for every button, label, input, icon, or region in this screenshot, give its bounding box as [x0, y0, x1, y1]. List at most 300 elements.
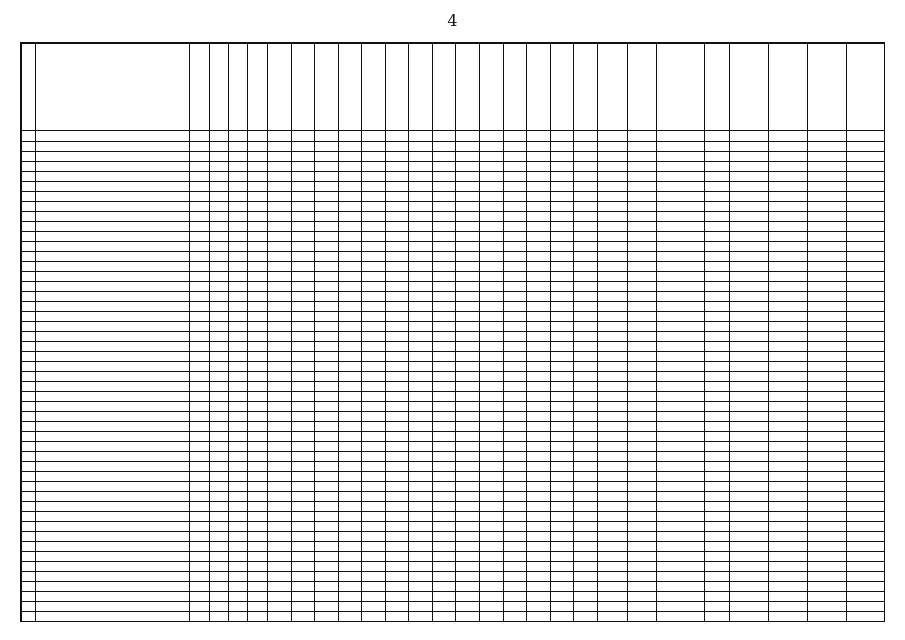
- header-cell: [730, 44, 769, 131]
- table-cell: [657, 352, 705, 362]
- cell-placeholder: [36, 362, 189, 371]
- cell-placeholder: [598, 562, 627, 571]
- cell-placeholder: [574, 402, 597, 411]
- cell-placeholder: [504, 392, 527, 401]
- table-cell: [550, 472, 574, 482]
- table-cell: [229, 522, 248, 532]
- table-cell: [527, 532, 551, 542]
- table-cell: [229, 622, 248, 623]
- table-cell: [248, 202, 267, 212]
- table-cell: [409, 302, 433, 312]
- table-cell: [36, 292, 190, 302]
- cell-placeholder: [229, 562, 247, 571]
- table-cell: [768, 522, 807, 532]
- table-cell: [574, 442, 598, 452]
- cell-placeholder: [657, 462, 704, 471]
- cell-placeholder: [315, 542, 338, 551]
- table-cell: [315, 612, 339, 622]
- cell-placeholder: [527, 212, 550, 221]
- table-cell: [248, 222, 267, 232]
- cell-placeholder: [386, 592, 409, 601]
- cell-placeholder: [409, 362, 432, 371]
- cell-placeholder: [315, 422, 338, 431]
- table-cell: [480, 552, 504, 562]
- cell-placeholder: [847, 282, 885, 291]
- table-cell: [480, 392, 504, 402]
- table-cell: [22, 502, 36, 512]
- cell-placeholder: [210, 172, 228, 181]
- table-cell: [503, 572, 527, 582]
- cell-placeholder: [769, 152, 807, 161]
- table-cell: [503, 192, 527, 202]
- table-cell: [409, 422, 433, 432]
- table-row: [22, 392, 886, 402]
- cell-placeholder: [229, 282, 247, 291]
- cell-placeholder: [598, 382, 627, 391]
- table-cell: [705, 482, 730, 492]
- index-cell: [807, 131, 846, 142]
- table-cell: [807, 372, 846, 382]
- table-cell: [480, 332, 504, 342]
- table-cell: [209, 492, 228, 502]
- table-cell: [456, 332, 480, 342]
- cell-placeholder: [769, 312, 807, 321]
- cell-placeholder: [657, 252, 704, 261]
- table-cell: [36, 452, 190, 462]
- cell-placeholder: [268, 172, 291, 181]
- table-cell: [480, 282, 504, 292]
- cell-placeholder: [598, 352, 627, 361]
- table-row: [22, 182, 886, 192]
- table-cell: [657, 572, 705, 582]
- register-table-sheet: [20, 42, 885, 622]
- table-cell: [768, 402, 807, 412]
- cell-placeholder: [433, 492, 456, 501]
- cell-placeholder: [456, 582, 479, 591]
- cell-placeholder: [769, 282, 807, 291]
- cell-placeholder: [574, 602, 597, 611]
- cell-placeholder: [705, 282, 729, 291]
- cell-placeholder: [847, 272, 885, 281]
- cell-placeholder: [433, 402, 456, 411]
- table-cell: [315, 532, 339, 542]
- table-cell: [22, 562, 36, 572]
- table-cell: [209, 602, 228, 612]
- cell-placeholder: [409, 232, 432, 241]
- cell-placeholder: [730, 272, 768, 281]
- cell-placeholder: [628, 352, 657, 361]
- cell-placeholder: [248, 562, 266, 571]
- cell-placeholder: [22, 222, 35, 231]
- table-cell: [503, 502, 527, 512]
- cell-placeholder: [847, 522, 885, 531]
- cell-placeholder: [527, 302, 550, 311]
- table-cell: [229, 362, 248, 372]
- table-cell: [22, 342, 36, 352]
- cell-placeholder: [847, 472, 885, 481]
- cell-placeholder: [705, 232, 729, 241]
- table-cell: [657, 152, 705, 162]
- table-cell: [550, 162, 574, 172]
- cell-placeholder: [657, 242, 704, 251]
- cell-placeholder: [248, 302, 266, 311]
- cell-placeholder: [504, 562, 527, 571]
- table-cell: [409, 242, 433, 252]
- cell-placeholder: [409, 482, 432, 491]
- cell-placeholder: [504, 372, 527, 381]
- cell-placeholder: [598, 302, 627, 311]
- table-cell: [705, 162, 730, 172]
- cell-placeholder: [504, 162, 527, 171]
- cell-placeholder: [769, 192, 807, 201]
- cell-placeholder: [229, 322, 247, 331]
- table-cell: [597, 472, 627, 482]
- cell-placeholder: [574, 612, 597, 621]
- cell-placeholder: [598, 472, 627, 481]
- table-cell: [248, 362, 267, 372]
- cell-placeholder: [657, 412, 704, 421]
- table-cell: [362, 492, 386, 502]
- table-cell: [248, 432, 267, 442]
- table-cell: [409, 352, 433, 362]
- table-cell: [503, 472, 527, 482]
- table-cell: [248, 402, 267, 412]
- cell-placeholder: [847, 592, 885, 601]
- cell-placeholder: [409, 532, 432, 541]
- cell-placeholder: [229, 502, 247, 511]
- cell-placeholder: [705, 572, 729, 581]
- cell-placeholder: [22, 292, 35, 301]
- table-cell: [409, 432, 433, 442]
- table-cell: [315, 312, 339, 322]
- table-cell: [846, 582, 885, 592]
- table-cell: [503, 542, 527, 552]
- table-cell: [22, 282, 36, 292]
- table-cell: [503, 202, 527, 212]
- cell-placeholder: [362, 172, 385, 181]
- table-cell: [22, 452, 36, 462]
- table-cell: [730, 172, 769, 182]
- table-cell: [527, 182, 551, 192]
- cell-placeholder: [36, 322, 189, 331]
- cell-placeholder: [730, 482, 768, 491]
- table-cell: [36, 372, 190, 382]
- table-cell: [730, 162, 769, 172]
- cell-placeholder: [36, 482, 189, 491]
- table-cell: [315, 602, 339, 612]
- cell-placeholder: [362, 152, 385, 161]
- table-cell: [705, 512, 730, 522]
- cell-placeholder: [705, 272, 729, 281]
- cell-placeholder: [433, 602, 456, 611]
- cell-placeholder: [705, 152, 729, 161]
- table-cell: [267, 592, 291, 602]
- table-cell: [338, 562, 362, 572]
- cell-placeholder: [386, 242, 409, 251]
- table-cell: [267, 152, 291, 162]
- cell-placeholder: [657, 592, 704, 601]
- table-cell: [574, 472, 598, 482]
- cell-placeholder: [248, 602, 266, 611]
- table-cell: [315, 352, 339, 362]
- table-cell: [807, 442, 846, 452]
- table-cell: [432, 352, 456, 362]
- cell-placeholder: [574, 362, 597, 371]
- cell-placeholder: [598, 542, 627, 551]
- table-cell: [574, 272, 598, 282]
- header-cell: [22, 44, 36, 131]
- table-cell: [768, 312, 807, 322]
- cell-placeholder: [339, 382, 362, 391]
- table-cell: [22, 222, 36, 232]
- table-cell: [362, 602, 386, 612]
- cell-placeholder: [292, 452, 315, 461]
- cell-placeholder: [480, 322, 503, 331]
- table-cell: [22, 412, 36, 422]
- cell-placeholder: [456, 482, 479, 491]
- table-cell: [730, 612, 769, 622]
- table-cell: [362, 322, 386, 332]
- table-cell: [190, 472, 209, 482]
- cell-placeholder: [628, 142, 657, 151]
- table-cell: [657, 292, 705, 302]
- cell-placeholder: [527, 592, 550, 601]
- table-cell: [36, 302, 190, 312]
- cell-placeholder: [551, 302, 574, 311]
- cell-placeholder: [504, 512, 527, 521]
- cell-placeholder: [598, 412, 627, 421]
- table-cell: [807, 232, 846, 242]
- cell-placeholder: [268, 242, 291, 251]
- table-cell: [503, 442, 527, 452]
- cell-placeholder: [362, 592, 385, 601]
- cell-placeholder: [705, 542, 729, 551]
- cell-placeholder: [315, 222, 338, 231]
- table-cell: [730, 152, 769, 162]
- table-cell: [597, 262, 627, 272]
- cell-placeholder: [22, 422, 35, 431]
- table-cell: [527, 232, 551, 242]
- table-cell: [730, 462, 769, 472]
- cell-placeholder: [433, 262, 456, 271]
- table-cell: [550, 152, 574, 162]
- cell-placeholder: [598, 342, 627, 351]
- cell-placeholder: [362, 352, 385, 361]
- table-cell: [503, 482, 527, 492]
- table-cell: [432, 192, 456, 202]
- cell-placeholder: [409, 412, 432, 421]
- table-cell: [291, 552, 315, 562]
- cell-placeholder: [268, 182, 291, 191]
- header-cell: [705, 44, 730, 131]
- table-cell: [267, 462, 291, 472]
- table-cell: [657, 432, 705, 442]
- cell-placeholder: [574, 442, 597, 451]
- table-row: [22, 472, 886, 482]
- cell-placeholder: [527, 242, 550, 251]
- cell-placeholder: [808, 212, 846, 221]
- table-cell: [315, 562, 339, 572]
- cell-placeholder: [551, 452, 574, 461]
- cell-placeholder: [480, 582, 503, 591]
- cell-placeholder: [808, 512, 846, 521]
- cell-placeholder: [574, 492, 597, 501]
- cell-placeholder: [527, 272, 550, 281]
- cell-placeholder: [847, 152, 885, 161]
- cell-placeholder: [847, 322, 885, 331]
- cell-placeholder: [339, 282, 362, 291]
- table-cell: [846, 572, 885, 582]
- table-cell: [597, 212, 627, 222]
- cell-placeholder: [22, 142, 35, 151]
- cell-placeholder: [22, 482, 35, 491]
- table-cell: [291, 532, 315, 542]
- table-cell: [315, 502, 339, 512]
- table-cell: [705, 292, 730, 302]
- table-cell: [503, 382, 527, 392]
- table-cell: [338, 522, 362, 532]
- table-cell: [315, 142, 339, 152]
- cell-placeholder: [657, 362, 704, 371]
- cell-placeholder: [339, 192, 362, 201]
- table-cell: [480, 522, 504, 532]
- table-cell: [627, 422, 657, 432]
- table-cell: [574, 532, 598, 542]
- cell-placeholder: [705, 382, 729, 391]
- table-cell: [36, 462, 190, 472]
- table-cell: [209, 472, 228, 482]
- table-cell: [315, 212, 339, 222]
- cell-placeholder: [248, 462, 266, 471]
- cell-placeholder: [315, 602, 338, 611]
- cell-placeholder: [362, 422, 385, 431]
- table-cell: [229, 322, 248, 332]
- table-cell: [190, 352, 209, 362]
- cell-placeholder: [456, 232, 479, 241]
- cell-placeholder: [504, 152, 527, 161]
- table-cell: [480, 262, 504, 272]
- cell-placeholder: [456, 352, 479, 361]
- table-cell: [432, 382, 456, 392]
- table-cell: [229, 212, 248, 222]
- cell-placeholder: [628, 552, 657, 561]
- cell-placeholder: [386, 552, 409, 561]
- table-row: [22, 142, 886, 152]
- table-cell: [248, 392, 267, 402]
- table-row: [22, 502, 886, 512]
- table-cell: [807, 622, 846, 623]
- table-cell: [456, 402, 480, 412]
- table-cell: [503, 522, 527, 532]
- cell-placeholder: [480, 602, 503, 611]
- cell-placeholder: [268, 482, 291, 491]
- cell-placeholder: [229, 312, 247, 321]
- cell-placeholder: [210, 602, 228, 611]
- cell-placeholder: [22, 382, 35, 391]
- cell-placeholder: [504, 572, 527, 581]
- cell-placeholder: [705, 562, 729, 571]
- table-cell: [291, 342, 315, 352]
- table-cell: [807, 472, 846, 482]
- cell-placeholder: [248, 582, 266, 591]
- table-cell: [730, 492, 769, 502]
- table-cell: [768, 502, 807, 512]
- cell-placeholder: [657, 382, 704, 391]
- cell-placeholder: [386, 452, 409, 461]
- table-cell: [248, 322, 267, 332]
- table-cell: [574, 562, 598, 572]
- table-cell: [291, 422, 315, 432]
- table-cell: [36, 162, 190, 172]
- cell-placeholder: [362, 382, 385, 391]
- table-cell: [248, 192, 267, 202]
- cell-placeholder: [657, 292, 704, 301]
- table-cell: [627, 162, 657, 172]
- table-cell: [657, 272, 705, 282]
- cell-placeholder: [598, 152, 627, 161]
- table-cell: [456, 312, 480, 322]
- table-cell: [315, 522, 339, 532]
- table-cell: [362, 442, 386, 452]
- cell-placeholder: [190, 572, 208, 581]
- table-cell: [768, 622, 807, 623]
- cell-placeholder: [339, 532, 362, 541]
- table-cell: [22, 392, 36, 402]
- table-cell: [527, 322, 551, 332]
- cell-placeholder: [210, 472, 228, 481]
- cell-placeholder: [292, 422, 315, 431]
- table-cell: [432, 602, 456, 612]
- table-cell: [22, 592, 36, 602]
- table-cell: [190, 342, 209, 352]
- cell-placeholder: [386, 412, 409, 421]
- table-cell: [229, 172, 248, 182]
- table-cell: [229, 592, 248, 602]
- table-cell: [480, 162, 504, 172]
- cell-placeholder: [808, 232, 846, 241]
- cell-placeholder: [248, 142, 266, 151]
- table-cell: [190, 512, 209, 522]
- cell-placeholder: [339, 302, 362, 311]
- table-cell: [480, 352, 504, 362]
- table-cell: [291, 612, 315, 622]
- table-cell: [597, 402, 627, 412]
- cell-placeholder: [705, 252, 729, 261]
- table-row: [22, 432, 886, 442]
- table-cell: [36, 422, 190, 432]
- cell-placeholder: [409, 352, 432, 361]
- cell-placeholder: [657, 262, 704, 271]
- table-cell: [209, 342, 228, 352]
- cell-placeholder: [229, 272, 247, 281]
- table-cell: [456, 502, 480, 512]
- table-cell: [338, 222, 362, 232]
- cell-placeholder: [456, 142, 479, 151]
- cell-placeholder: [190, 142, 208, 151]
- cell-placeholder: [268, 412, 291, 421]
- table-cell: [527, 242, 551, 252]
- cell-placeholder: [36, 342, 189, 351]
- table-cell: [550, 392, 574, 402]
- cell-placeholder: [362, 512, 385, 521]
- cell-placeholder: [551, 212, 574, 221]
- table-cell: [627, 512, 657, 522]
- cell-placeholder: [386, 362, 409, 371]
- header-cell: [503, 44, 527, 131]
- cell-placeholder: [386, 312, 409, 321]
- table-cell: [550, 222, 574, 232]
- table-cell: [807, 562, 846, 572]
